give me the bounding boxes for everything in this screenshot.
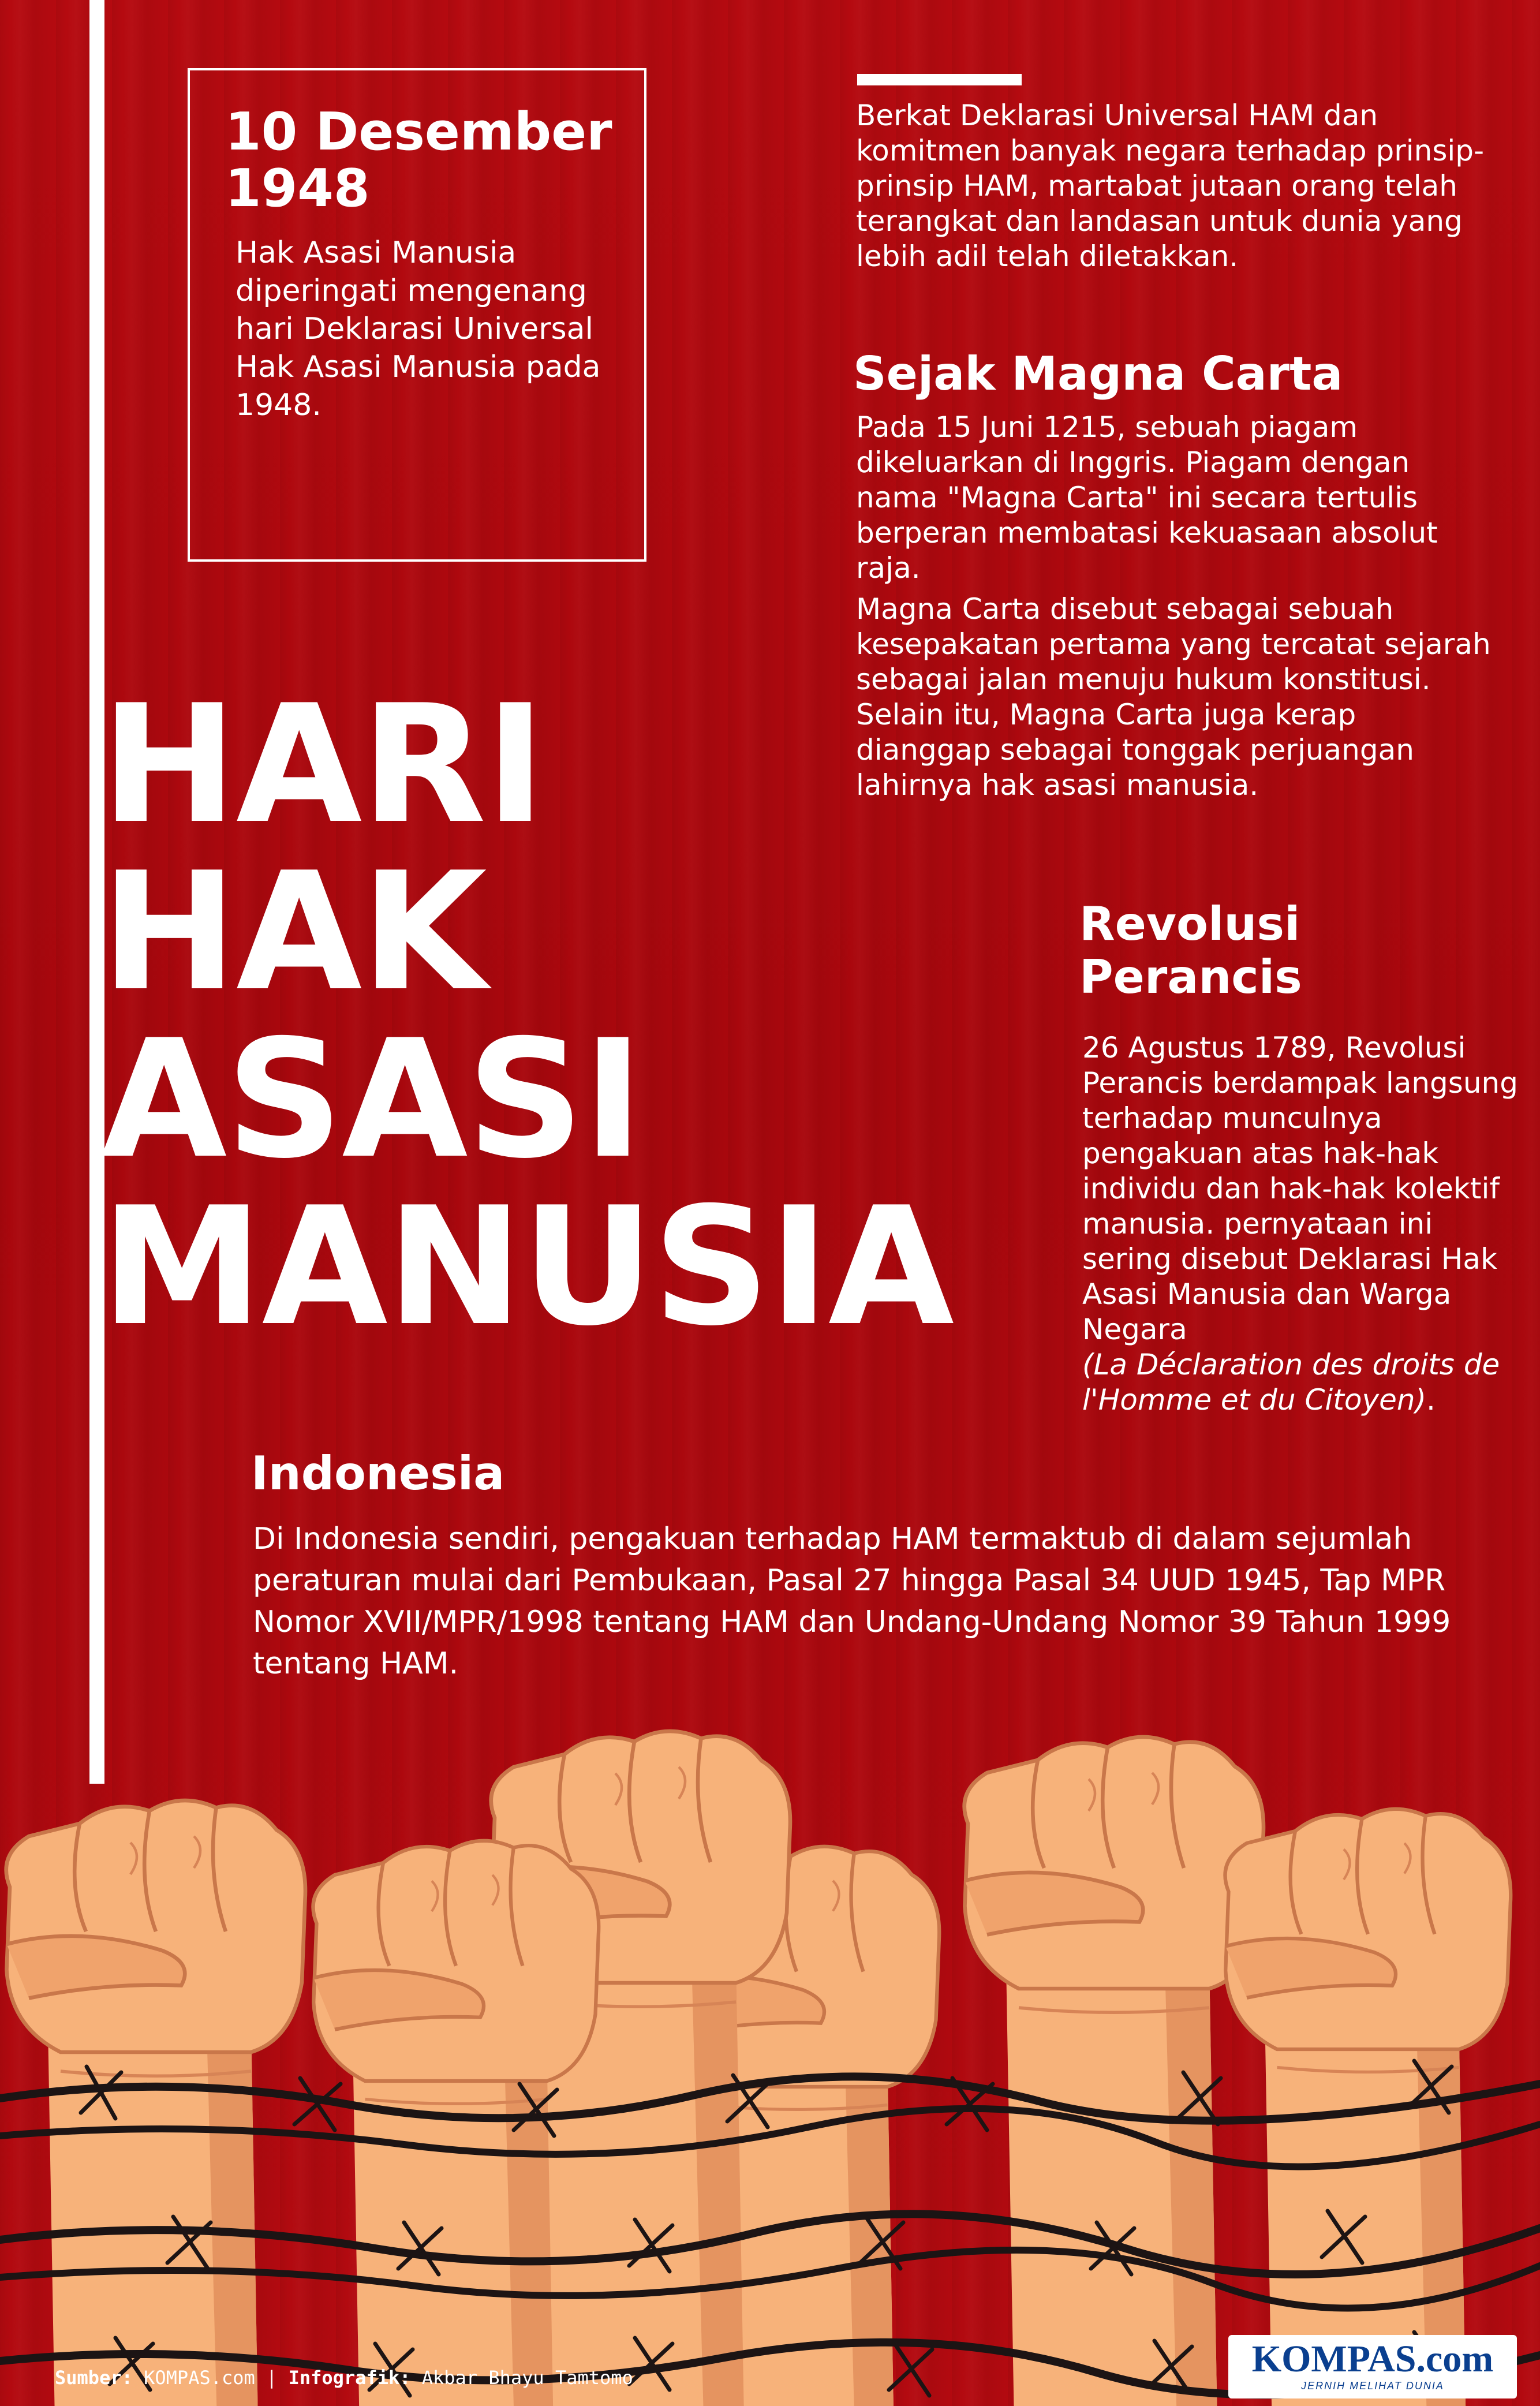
revolusi-heading bbox=[1079, 898, 1483, 1004]
date-title-line1: 10 Desember bbox=[225, 102, 612, 162]
revolusi-trailing: . bbox=[1426, 1383, 1436, 1417]
credit-value: Akbar Bhayu Tamtomo bbox=[421, 2367, 633, 2389]
kompas-logo bbox=[1228, 2335, 1517, 2398]
magna-carta-heading: Sejak Magna Carta bbox=[853, 347, 1343, 401]
magna-carta-paragraph-1: Pada 15 Juni 1215, sebuah piagam dikeluarkan di Inggris. Piagam dengan nama "Magna Carta" ini secara tertulis berperan membatasi kekuasaan absolut raja. bbox=[856, 410, 1438, 585]
revolusi-heading-line1: Revolusi bbox=[1079, 897, 1300, 951]
date-description: Hak Asasi Manusia diperingati mengenang hari Deklarasi Universal Hak Asasi Manusia pada 1948. bbox=[236, 236, 601, 423]
credit-label: Infografik: bbox=[288, 2367, 411, 2389]
footer-credit bbox=[55, 2367, 978, 2389]
indonesia-paragraph: Di Indonesia sendiri, pengakuan terhadap HAM termaktub di dalam sejumlah peraturan mulai dari Pembukaan, Pasal 27 hingga Pasal 34 UUD 1945, Tap MPR Nomor XVII/MPR/1998 tentang HAM dan Undang-Undang Nomor 39 Tahun 1999 tentang HAM. bbox=[253, 1522, 1451, 1681]
intro-paragraph: Berkat Deklarasi Universal HAM dan komitmen banyak negara terhadap prinsip-prinsip HAM, martabat jutaan orang telah terangkat dan landasan untuk dunia yang lebih adil telah diletakkan. bbox=[856, 99, 1485, 273]
main-title-line4: MANUSIA bbox=[101, 1172, 954, 1362]
footer-separator: | bbox=[266, 2367, 278, 2389]
revolusi-text: 26 Agustus 1789, Revolusi Perancis berdampak langsung terhadap munculnya pengakuan atas hak-hak individu dan hak-hak kolektif manusia. pernyataan ini sering disebut Deklarasi Hak Asasi Manusia dan Warga Negara bbox=[1082, 1031, 1518, 1346]
kompas-logo-tagline: JERNIH MELIHAT DUNIA bbox=[1301, 2380, 1444, 2392]
source-value: KOMPAS.com bbox=[144, 2367, 255, 2389]
source-label: Sumber: bbox=[55, 2367, 133, 2389]
main-title-line3: ASASI bbox=[101, 1004, 642, 1194]
date-title-line2: 1948 bbox=[225, 158, 370, 219]
raised-fists-illustration bbox=[0, 1720, 1540, 2406]
revolusi-paragraph bbox=[1082, 1030, 1521, 1418]
indonesia-heading: Indonesia bbox=[251, 1447, 505, 1500]
main-title-line1: HARI bbox=[101, 670, 545, 860]
top-rule-bar bbox=[857, 74, 1022, 85]
revolusi-italic-text: (La Déclaration des droits de l'Homme et du Citoyen) bbox=[1082, 1348, 1500, 1417]
main-title-line2: HAK bbox=[101, 837, 486, 1027]
kompas-logo-name: KOMPAS.com bbox=[1251, 2338, 1494, 2380]
main-title bbox=[101, 670, 1025, 1362]
date-title bbox=[225, 104, 629, 217]
revolusi-heading-line2: Perancis bbox=[1079, 950, 1302, 1004]
magna-carta-paragraph-2: Magna Carta disebut sebagai sebuah kesepakatan pertama yang tercatat sejarah sebagai jalan menuju hukum konstitusi. Selain itu, Magna Carta juga kerap dianggap sebagai tonggak perjuangan lahirnya hak asasi manusia. bbox=[856, 592, 1491, 802]
